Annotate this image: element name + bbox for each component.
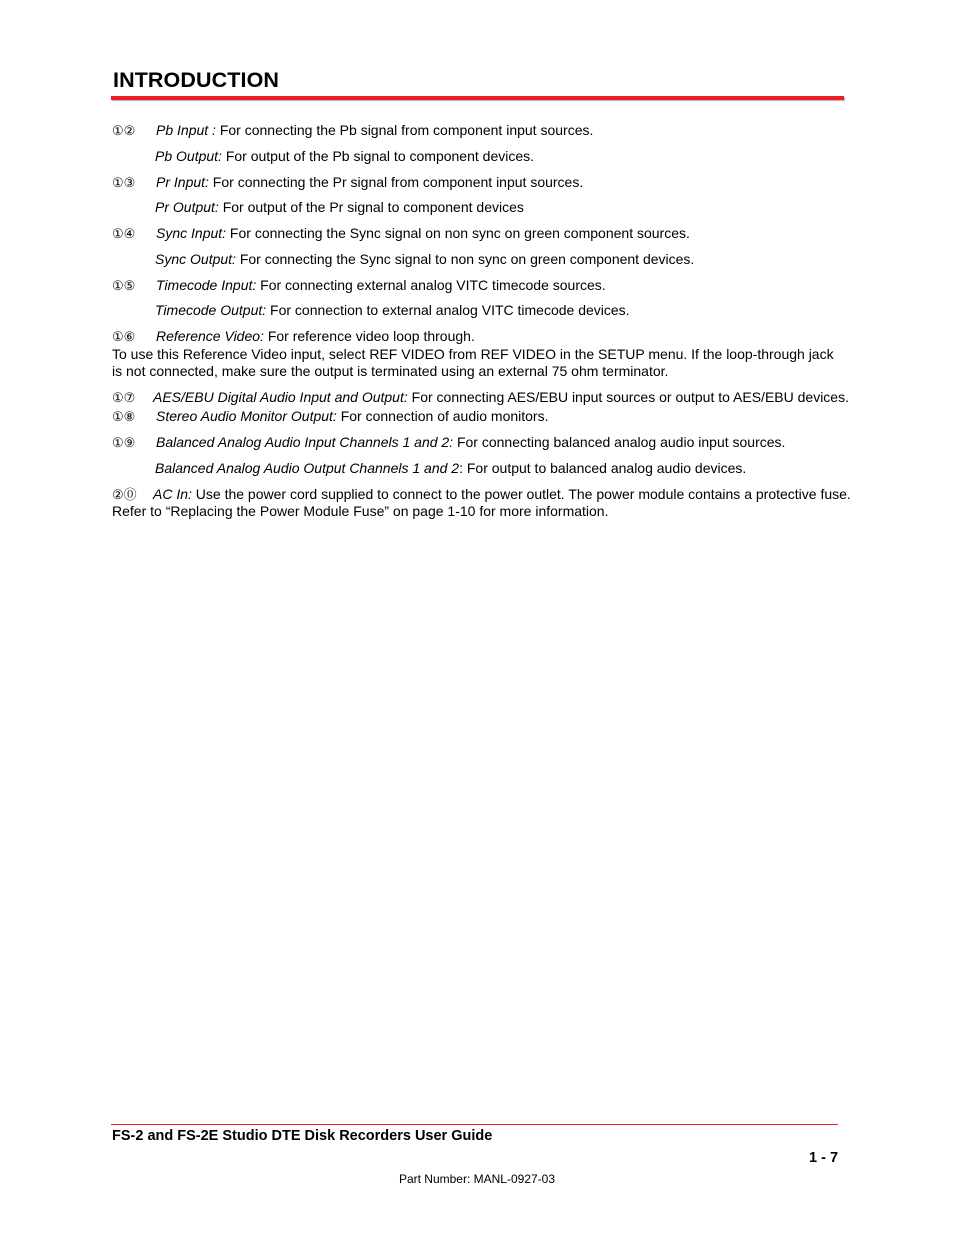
footer-rule: [111, 1124, 838, 1125]
item-pb-output: [155, 148, 534, 165]
item-label: AES/EBU Digital Audio Input and Output:: [153, 389, 408, 405]
item-text: : For output to balanced analog audio devices.: [459, 460, 747, 476]
item-text: For connecting the Sync signal to non sync on green component devices.: [235, 251, 695, 267]
item-label: Reference Video:: [156, 328, 264, 344]
item-label: Pb Input :: [156, 122, 216, 138]
heading-rule: [111, 96, 844, 100]
part-number: Part Number: MANL-0927-03: [398, 1172, 556, 1186]
item-text: For connecting the Pr signal from component input sources.: [208, 174, 584, 190]
item-ac-in: [153, 486, 851, 503]
item-aes-ebu: [153, 389, 849, 406]
item-pr-output: [155, 199, 524, 216]
item-number-14: ①④: [112, 226, 136, 241]
item-pr-input: [156, 174, 583, 191]
item-text: Use the power cord supplied to connect to the power outlet. The power module contains a protective fuse.: [191, 486, 851, 502]
item-number-18: ①⑧: [112, 409, 136, 424]
item-number-12: ①②: [112, 123, 136, 138]
item-text: For connecting the Sync signal on non sync on green component sources.: [226, 225, 690, 241]
page-heading: INTRODUCTION: [113, 68, 280, 92]
item-label: Sync Input:: [156, 225, 227, 241]
item-pb-input: [156, 122, 593, 139]
item-text: For reference video loop through.: [263, 328, 475, 344]
ac-in-continuation: Refer to “Replacing the Power Module Fuse” on page 1-10 for more information.: [112, 503, 609, 519]
item-label: Balanced Analog Audio Input Channels 1 and 2:: [156, 434, 454, 450]
item-analog-audio-output: [155, 460, 746, 477]
item-text: For connection of audio monitors.: [336, 408, 549, 424]
item-label: Sync Output:: [155, 251, 236, 267]
item-number-19: ①⑨: [112, 435, 136, 450]
item-reference-video: [156, 328, 475, 345]
item-sync-output: [155, 251, 694, 268]
item-label: Pr Input:: [156, 174, 209, 190]
item-number-16: ①⑥: [112, 329, 136, 344]
item-timecode-output: [155, 302, 630, 319]
item-number-20: ②⓪: [112, 487, 137, 502]
item-text: For connecting AES/EBU input sources or output to AES/EBU devices.: [407, 389, 849, 405]
item-text: For output of the Pb signal to component devices.: [221, 148, 535, 164]
item-timecode-input: [156, 277, 606, 294]
item-analog-audio-input: [156, 434, 785, 451]
item-stereo-monitor: [156, 408, 548, 425]
page-number: 1 - 7: [809, 1150, 839, 1166]
item-number-17: ①⑦: [112, 390, 136, 405]
reference-video-note-line-1: To use this Reference Video input, select REF VIDEO from REF VIDEO in the SETUP menu. If the loop-through jack: [112, 346, 834, 362]
item-label: Balanced Analog Audio Output Channels 1 and 2: [155, 460, 460, 476]
item-label: Timecode Input:: [156, 277, 257, 293]
item-text: For output of the Pr signal to component devices: [218, 199, 524, 215]
item-text: For connecting external analog VITC timecode sources.: [256, 277, 606, 293]
item-label: Pb Output:: [155, 148, 222, 164]
item-label: Stereo Audio Monitor Output:: [156, 408, 337, 424]
item-sync-input: [156, 225, 690, 242]
item-text: For connection to external analog VITC timecode devices.: [266, 302, 630, 318]
item-label: AC In:: [153, 486, 192, 502]
reference-video-note-line-2: is not connected, make sure the output is terminated using an external 75 ohm terminator.: [112, 363, 669, 379]
item-text: For connecting balanced analog audio input sources.: [453, 434, 786, 450]
item-label: Pr Output:: [155, 199, 219, 215]
footer-title: FS-2 and FS-2E Studio DTE Disk Recorders User Guide: [112, 1128, 493, 1144]
item-number-13: ①③: [112, 175, 136, 190]
item-number-15: ①⑤: [112, 278, 136, 293]
item-text: For connecting the Pb signal from component input sources.: [215, 122, 594, 138]
item-label: Timecode Output:: [155, 302, 267, 318]
